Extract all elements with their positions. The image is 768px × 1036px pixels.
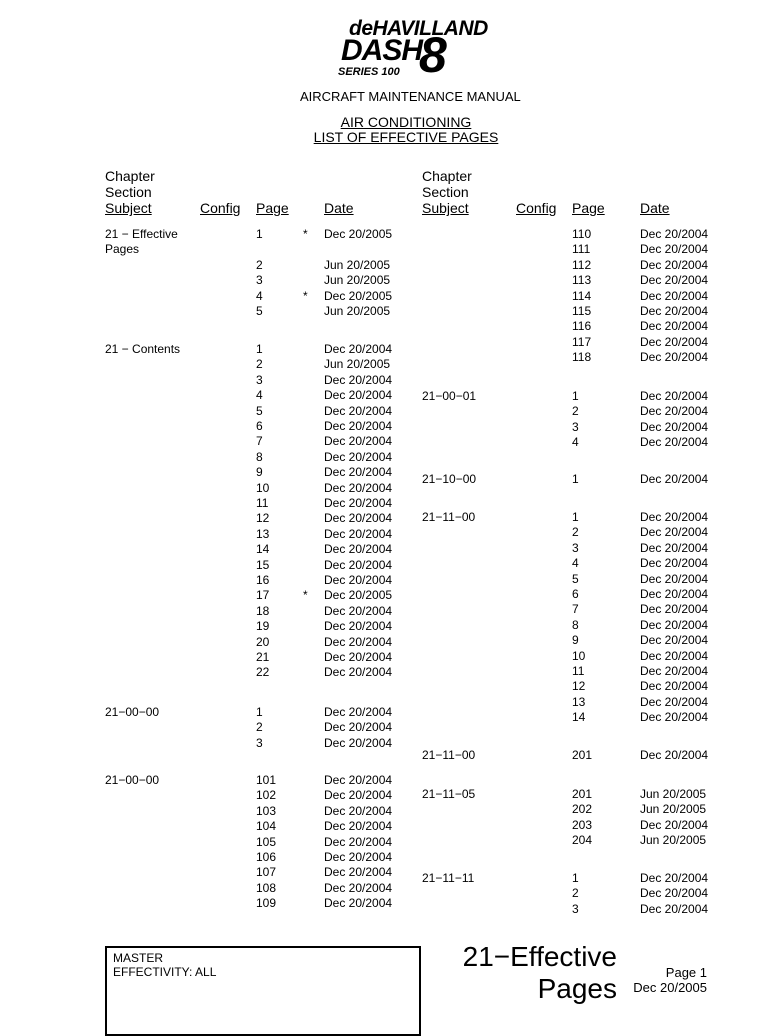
subject-label: 21 − Contents xyxy=(105,342,181,356)
page-number-cell: 2 xyxy=(256,357,263,372)
date-cell: Dec 20/2004 xyxy=(640,901,709,916)
page-number-cell: 5 xyxy=(256,304,263,318)
date-cell: Dec 20/2004 xyxy=(324,834,393,849)
page-number-cell: 4 xyxy=(572,435,579,450)
date-cell: Dec 20/2004 xyxy=(640,435,709,450)
date-cell: Dec 20/2004 xyxy=(640,525,709,540)
date-cell: Dec 20/2004 xyxy=(640,633,709,648)
page-number-cell: 2 xyxy=(256,257,263,272)
subject-label: 21−11−00 xyxy=(422,510,476,524)
date-cell: Dec 20/2004 xyxy=(640,571,709,586)
date-cell: Dec 20/2004 xyxy=(324,372,393,387)
page-number-cell: 12 xyxy=(256,511,270,526)
date-cell: Dec 20/2004 xyxy=(324,880,393,895)
page-number-cell: 7 xyxy=(256,434,263,449)
page-number-cell: 2 xyxy=(572,886,579,901)
date-cell: Dec 20/2004 xyxy=(640,556,709,571)
page-number-cell: 101 xyxy=(256,773,277,787)
page-number-cell: 106 xyxy=(256,850,277,864)
date-cell: Dec 20/2004 xyxy=(640,540,709,555)
page-number-cell: 202 xyxy=(572,802,593,817)
header-date-left: Date xyxy=(324,200,354,216)
date-cell: Dec 20/2004 xyxy=(324,773,393,787)
date-cell: Dec 20/2004 xyxy=(324,788,393,803)
page-number-cell: 11 xyxy=(572,664,585,678)
date-cell: Dec 20/2004 xyxy=(640,319,709,334)
subject-label: 21−11−05 xyxy=(422,787,476,801)
page-number-cell: 13 xyxy=(572,694,586,709)
date-cell: Dec 20/2004 xyxy=(324,634,393,649)
page-number-cell: 113 xyxy=(572,273,592,288)
page-number-cell: 4 xyxy=(256,388,263,403)
date-cell: Jun 20/2005 xyxy=(324,357,391,372)
date-cell: Dec 20/2004 xyxy=(640,617,709,632)
page-number-cell: 3 xyxy=(572,540,579,555)
page-number-cell: 1 xyxy=(256,227,263,241)
date-cell: Dec 20/2004 xyxy=(640,350,709,365)
date-cell: Dec 20/2004 xyxy=(324,542,393,557)
page-number-cell: 20 xyxy=(256,634,270,649)
date-cell: Dec 20/2004 xyxy=(324,735,393,750)
page-number-cell: 1 xyxy=(572,510,579,524)
date-cell: Dec 20/2004 xyxy=(640,587,709,601)
header-config-right: Config xyxy=(516,200,557,216)
date-cell: Jun 20/2005 xyxy=(640,787,707,801)
subject-label: 21−11−00 xyxy=(422,748,476,762)
page-number-cell: 17 xyxy=(256,588,270,603)
date-cell: Dec 20/2004 xyxy=(640,602,709,617)
date-cell: Dec 20/2004 xyxy=(324,720,393,735)
subject-label: 21−00−00 xyxy=(105,773,160,787)
page-number-cell: 12 xyxy=(572,679,586,694)
header-section-right: Section xyxy=(422,184,469,200)
date-cell: Dec 20/2004 xyxy=(324,449,393,464)
date-cell: Dec 20/2004 xyxy=(640,886,709,901)
page-number-cell: 201 xyxy=(572,787,593,801)
date-cell: Dec 20/2004 xyxy=(324,557,393,572)
page-number-cell: 105 xyxy=(256,834,277,849)
page-number-cell: 110 xyxy=(572,227,592,241)
page-number-cell: 3 xyxy=(572,419,579,434)
page-number-cell: 2 xyxy=(256,720,263,735)
page-number-cell: 4 xyxy=(256,288,263,303)
page-number-cell: 1 xyxy=(256,705,263,719)
header-chapter-right: Chapter xyxy=(422,168,472,184)
page-number-cell: 5 xyxy=(256,403,263,418)
page-number-cell: 1 xyxy=(256,342,263,356)
date-cell: Dec 20/2004 xyxy=(324,465,393,480)
date-cell: Dec 20/2005 xyxy=(324,288,393,303)
date-cell: Dec 20/2004 xyxy=(640,817,709,832)
page-number-cell: 13 xyxy=(256,526,270,541)
date-cell: Dec 20/2004 xyxy=(640,419,709,434)
header-date-right: Date xyxy=(640,200,670,216)
page-number-cell: 1 xyxy=(572,472,579,486)
date-cell: Dec 20/2004 xyxy=(640,288,709,303)
page-number-cell: 102 xyxy=(256,788,277,803)
page-number-cell: 6 xyxy=(256,419,263,433)
date-cell: Dec 20/2004 xyxy=(324,603,393,618)
date-cell: Dec 20/2004 xyxy=(324,650,393,664)
logo-series: SERIES 100 xyxy=(338,66,400,78)
page-number-cell: 204 xyxy=(572,833,593,848)
date-cell: Dec 20/2004 xyxy=(324,419,393,433)
page-number-cell: 111 xyxy=(572,242,591,257)
page-number-cell: 9 xyxy=(256,465,263,480)
page-number-cell: 2 xyxy=(572,525,579,540)
page-number-cell: 7 xyxy=(572,602,579,617)
page-number-cell: 8 xyxy=(572,617,579,632)
header-chapter-left: Chapter xyxy=(105,168,155,184)
date-cell: Dec 20/2004 xyxy=(640,472,709,486)
effectivity-label: EFFECTIVITY: ALL xyxy=(113,965,217,979)
page-number-cell: 115 xyxy=(572,304,592,318)
document-title: AIR CONDITIONING xyxy=(340,114,472,130)
page-number-cell: 107 xyxy=(256,865,277,880)
page-number-cell: 3 xyxy=(256,273,263,288)
page-number-cell: 22 xyxy=(256,665,270,680)
date-cell: Dec 20/2004 xyxy=(324,803,393,818)
page-number-cell: 11 xyxy=(256,496,269,510)
date-cell: Dec 20/2004 xyxy=(324,496,393,510)
document-subtitle: LIST OF EFFECTIVE PAGES xyxy=(313,129,499,145)
date-cell: Dec 20/2004 xyxy=(640,664,709,678)
page-number-cell: 14 xyxy=(572,710,586,725)
date-cell: Dec 20/2004 xyxy=(324,480,393,495)
subject-label: Pages xyxy=(105,242,140,257)
header-page-left: Page xyxy=(256,200,289,216)
date-cell: Dec 20/2004 xyxy=(640,273,709,288)
page-number-cell: 10 xyxy=(572,648,586,663)
date-cell: Dec 20/2005 xyxy=(324,227,393,241)
page-number-cell: 116 xyxy=(572,319,592,334)
date-cell: Dec 20/2004 xyxy=(640,871,709,885)
date-cell: Dec 20/2004 xyxy=(640,257,709,272)
manual-title: AIRCRAFT MAINTENANCE MANUAL xyxy=(300,89,521,104)
date-cell: Dec 20/2004 xyxy=(324,865,393,880)
date-cell: Dec 20/2005 xyxy=(324,588,393,603)
subject-label: 21−00−00 xyxy=(105,705,160,719)
page-number-cell: 14 xyxy=(256,542,270,557)
date-cell: Dec 20/2004 xyxy=(324,819,393,834)
date-cell: Dec 20/2004 xyxy=(324,665,393,680)
date-cell: Dec 20/2004 xyxy=(324,388,393,403)
page-number-cell: 3 xyxy=(572,901,579,916)
date-cell: Dec 20/2004 xyxy=(324,573,393,587)
master-label: MASTER xyxy=(113,951,164,965)
date-cell: Jun 20/2005 xyxy=(324,304,391,318)
revision-date: Dec 20/2005 xyxy=(633,980,707,995)
page-number-cell: 201 xyxy=(572,748,593,762)
page-number-cell: 1 xyxy=(572,389,579,403)
date-cell: Dec 20/2004 xyxy=(640,304,709,318)
page-number-cell: 108 xyxy=(256,880,277,895)
page-number-cell: 112 xyxy=(572,257,592,272)
page-number-cell: 4 xyxy=(572,556,579,571)
date-cell: Dec 20/2004 xyxy=(640,648,709,663)
change-marker: * xyxy=(303,227,308,241)
date-cell: Dec 20/2004 xyxy=(324,342,393,356)
date-cell: Jun 20/2005 xyxy=(324,273,391,288)
page-number-cell: 2 xyxy=(572,404,579,419)
date-cell: Dec 20/2004 xyxy=(324,705,393,719)
page-number-cell: 10 xyxy=(256,480,270,495)
logo-digit: 8 xyxy=(419,27,447,83)
subject-label: 21 − Effective xyxy=(105,227,178,241)
header-subject-right: Subject xyxy=(422,200,469,216)
subject-label: 21−00−01 xyxy=(422,389,477,403)
date-cell: Dec 20/2004 xyxy=(640,694,709,709)
footer-chapter-title: 21−Effective xyxy=(462,941,617,972)
date-cell: Jun 20/2005 xyxy=(640,833,707,848)
date-cell: Dec 20/2004 xyxy=(640,679,709,694)
page-number-cell: 3 xyxy=(256,735,263,750)
page-number-cell: 9 xyxy=(572,633,579,648)
page-number-cell: 109 xyxy=(256,896,277,911)
page-number-cell: 8 xyxy=(256,449,263,464)
date-cell: Dec 20/2004 xyxy=(640,242,709,257)
page-number-cell: 103 xyxy=(256,803,277,818)
date-cell: Jun 20/2005 xyxy=(640,802,707,817)
date-cell: Dec 20/2004 xyxy=(640,227,709,241)
page-number-cell: 1 xyxy=(572,871,579,885)
header-config-left: Config xyxy=(200,200,241,216)
page-number-cell: 15 xyxy=(256,557,270,572)
change-marker: * xyxy=(303,588,308,603)
date-cell: Jun 20/2005 xyxy=(324,257,391,272)
date-cell: Dec 20/2004 xyxy=(640,404,709,419)
page-number-cell: 3 xyxy=(256,372,263,387)
page-number-cell: 5 xyxy=(572,571,579,586)
logo-model: DASH xyxy=(341,34,423,67)
page-number-cell: 117 xyxy=(572,334,592,349)
footer-chapter-title-2: Pages xyxy=(537,973,617,1004)
date-cell: Dec 20/2004 xyxy=(324,403,393,418)
subject-label: 21−11−11 xyxy=(422,871,475,885)
page-number-cell: 118 xyxy=(572,350,592,365)
date-cell: Dec 20/2004 xyxy=(640,710,709,725)
date-cell: Dec 20/2004 xyxy=(324,526,393,541)
header-page-right: Page xyxy=(572,200,605,216)
page-number-cell: 6 xyxy=(572,587,579,601)
page-number-cell: 203 xyxy=(572,817,593,832)
logo-brand: deHAVILLAND xyxy=(349,17,488,40)
page-number-cell: 19 xyxy=(256,619,270,634)
change-marker: * xyxy=(303,288,308,303)
page-number: Page 1 xyxy=(665,965,707,980)
page-number-cell: 114 xyxy=(572,288,592,303)
date-cell: Dec 20/2004 xyxy=(640,510,709,524)
date-cell: Dec 20/2004 xyxy=(324,896,393,911)
subject-label: 21−10−00 xyxy=(422,472,477,486)
date-cell: Dec 20/2004 xyxy=(640,748,709,762)
header-subject-left: Subject xyxy=(105,200,152,216)
date-cell: Dec 20/2004 xyxy=(640,334,709,349)
page-number-cell: 18 xyxy=(256,603,270,618)
page-number-cell: 16 xyxy=(256,573,270,587)
date-cell: Dec 20/2004 xyxy=(640,389,709,403)
date-cell: Dec 20/2004 xyxy=(324,511,393,526)
date-cell: Dec 20/2004 xyxy=(324,434,393,449)
date-cell: Dec 20/2004 xyxy=(324,850,393,864)
page-number-cell: 104 xyxy=(256,819,277,834)
header-section-left: Section xyxy=(105,184,152,200)
page-number-cell: 21 xyxy=(256,650,270,664)
date-cell: Dec 20/2004 xyxy=(324,619,393,634)
